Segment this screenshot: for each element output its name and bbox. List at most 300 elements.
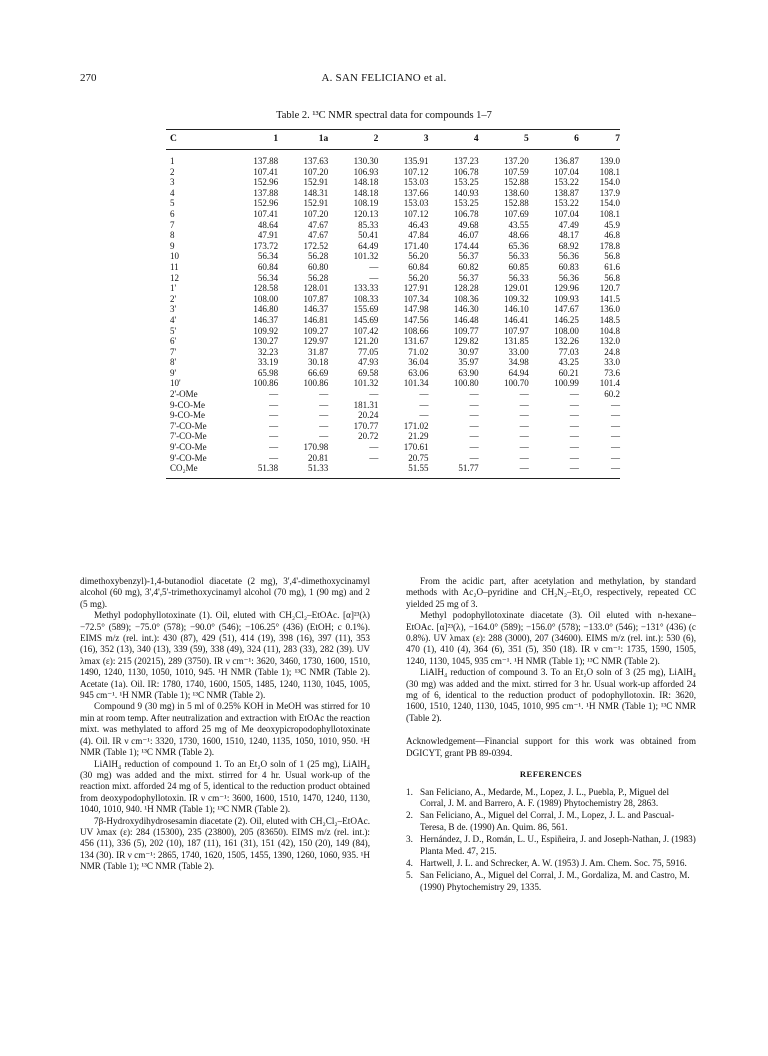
shift-cell: 172.52 (303, 240, 329, 251)
shift-cell: — (269, 399, 279, 410)
shift-cell: 108.19 (353, 198, 379, 209)
carbon-label-cell: 9'-CO-Me (170, 442, 207, 453)
shift-cell: — (611, 442, 620, 453)
table-row (166, 463, 620, 478)
shift-cell: 148.18 (353, 177, 379, 188)
table-row (166, 241, 620, 252)
shift-cell: 148.5 (599, 314, 620, 325)
shift-cell: 107.42 (353, 325, 379, 336)
shift-cell: 101.32 (353, 251, 379, 262)
shift-cell: 146.48 (453, 314, 479, 325)
column-header: 6 (529, 130, 579, 150)
shift-cell: 106.93 (353, 166, 379, 177)
table-row (166, 368, 620, 379)
shift-cell: — (611, 420, 620, 431)
reference-number: 4. (406, 857, 413, 868)
carbon-label-cell: 2'-OMe (170, 389, 198, 400)
shift-cell: — (469, 452, 479, 463)
shift-cell: 152.96 (253, 177, 279, 188)
shift-cell: 47.84 (408, 230, 429, 241)
shift-cell: 20.72 (358, 431, 379, 442)
shift-cell: 60.84 (257, 261, 279, 272)
shift-cell: 100.86 (303, 378, 329, 389)
table-row (166, 251, 620, 262)
shift-cell: 20.75 (408, 452, 429, 463)
shift-cell: 128.01 (303, 283, 329, 294)
shift-cell: 109.77 (453, 325, 479, 336)
shift-cell: 51.38 (228, 463, 278, 478)
shift-cell: 148.18 (353, 187, 379, 198)
reference-text: San Feliciano, A., Medarde, M., Lopez, J. L., Puebla, P., Miguel del Corral, J. M. and Barrero, A. F. (1989) Phytochemistry 28, 2863. (420, 786, 670, 808)
shift-cell: 108.00 (253, 293, 279, 304)
table-row (166, 378, 620, 389)
shift-cell: — (269, 420, 279, 431)
shift-cell: 36.04 (408, 357, 429, 368)
shift-cell: 66.69 (308, 367, 329, 378)
shift-cell: 101.32 (353, 378, 379, 389)
shift-cell: 61.6 (604, 261, 620, 272)
shift-cell: 153.22 (554, 177, 579, 188)
shift-cell: 170.61 (403, 442, 429, 453)
shift-cell: 107.12 (403, 166, 429, 177)
table-row (166, 431, 620, 442)
shift-cell: — (469, 431, 479, 442)
shift-cell: 51.55 (378, 463, 428, 478)
shift-cell: 137.20 (504, 156, 529, 166)
shift-cell: 146.37 (303, 304, 329, 315)
reference-item (406, 787, 696, 810)
shift-cell: 107.41 (253, 166, 279, 177)
shift-cell: — (569, 452, 579, 463)
shift-cell: 100.80 (453, 378, 479, 389)
shift-cell: 109.93 (554, 293, 579, 304)
table-row (166, 262, 620, 273)
shift-cell: 85.33 (358, 219, 379, 230)
carbon-label-cell: 3' (170, 304, 177, 315)
shift-cell: 56.28 (308, 251, 329, 262)
shift-cell: — (529, 463, 579, 478)
shift-cell: — (469, 389, 479, 400)
carbon-label-cell: 4 (170, 187, 175, 198)
shift-cell: 120.7 (599, 283, 620, 294)
shift-cell: 107.69 (504, 208, 529, 219)
shift-cell: 31.87 (308, 346, 329, 357)
shift-cell: 56.20 (408, 272, 429, 283)
column-header: 5 (479, 130, 529, 150)
shift-cell: 153.25 (453, 177, 479, 188)
shift-cell: 100.86 (253, 378, 279, 389)
shift-cell: — (611, 399, 620, 410)
shift-cell: — (519, 431, 529, 442)
carbon-label-cell: 12 (170, 272, 179, 283)
shift-cell: 153.03 (403, 198, 429, 209)
shift-cell: 146.30 (453, 304, 479, 315)
shift-cell: 60.84 (408, 261, 429, 272)
shift-cell: 137.66 (403, 187, 429, 198)
shift-cell: — (369, 272, 379, 283)
shift-cell: — (269, 410, 279, 421)
shift-cell: 154.0 (599, 177, 620, 188)
shift-cell: 107.12 (403, 208, 429, 219)
shift-cell: — (519, 389, 529, 400)
shift-cell: 63.06 (408, 367, 429, 378)
shift-cell: 107.04 (554, 208, 579, 219)
table-row (166, 389, 620, 400)
carbon-label-cell: 10 (170, 251, 179, 262)
table-row (166, 453, 620, 464)
running-head: A. SAN FELICIANO et al. (321, 72, 447, 84)
carbon-label-cell: 2' (170, 293, 177, 304)
shift-cell: 170.98 (303, 442, 329, 453)
shift-cell: 56.28 (308, 272, 329, 283)
acknowledgement: Acknowledgement—Financial support for this work was obtained from DGICYT, grant PB 89-0394. (406, 736, 696, 758)
shift-cell: 46.07 (458, 230, 479, 241)
shift-cell: — (569, 399, 579, 410)
shift-cell: — (519, 452, 529, 463)
shift-cell: 48.17 (558, 230, 579, 241)
shift-cell: — (569, 389, 579, 400)
shift-cell: 50.41 (358, 230, 379, 241)
carbon-label-cell: 3 (170, 177, 175, 188)
shift-cell: 138.60 (504, 187, 529, 198)
shift-cell: 107.04 (554, 166, 579, 177)
shift-cell: 146.41 (504, 314, 529, 325)
table-row (166, 347, 620, 358)
shift-cell: 47.49 (558, 219, 579, 230)
table-row (166, 421, 620, 432)
table-row (166, 283, 620, 294)
shift-cell: 60.85 (508, 261, 529, 272)
shift-cell: 137.9 (599, 187, 620, 198)
shift-cell: 128.28 (453, 283, 479, 294)
shift-cell: 171.02 (403, 420, 429, 431)
shift-cell: 155.69 (353, 304, 379, 315)
column-header: 2 (328, 130, 378, 150)
shift-cell: 107.20 (303, 208, 329, 219)
carbon-label-cell: 8' (170, 357, 177, 368)
shift-cell: 108.00 (554, 325, 579, 336)
carbon-label-cell: 6' (170, 336, 177, 347)
shift-cell: 129.97 (303, 336, 329, 347)
shift-cell: 33.19 (257, 357, 279, 368)
references-title: REFERENCES (519, 769, 583, 780)
shift-cell: 130.30 (353, 156, 379, 166)
carbon-label-cell: 9'-CO-Me (170, 452, 207, 463)
shift-cell: 108.36 (453, 293, 479, 304)
shift-cell: 146.81 (303, 314, 329, 325)
carbon-label-cell: 9 (170, 240, 175, 251)
shift-cell: 173.72 (253, 240, 279, 251)
shift-cell: — (319, 431, 329, 442)
paragraph: dimethoxybenzyl)-1,4-butanodiol diacetate (2 mg), 3',4'-dimethoxycinamyl alcohol (60 mg), 3',4',5'-trimethoxycinamyl alcohol (70 mg), 1 (90 mg) and 2 (5 mg). (80, 576, 370, 609)
shift-cell: — (269, 442, 279, 453)
shift-cell: 56.8 (604, 272, 620, 283)
table-row (166, 442, 620, 453)
reference-number: 2. (406, 810, 413, 821)
reference-text: San Feliciano, A., Miguel del Corral, J. M., Lopez, J. L. and Pascual-Teresa, B de. (1990) An. Quim. 86, 561. (420, 810, 675, 832)
shift-cell: — (479, 463, 529, 478)
shift-cell: 56.34 (257, 251, 279, 262)
shift-cell: 47.67 (308, 230, 329, 241)
shift-cell: 101.4 (599, 378, 620, 389)
shift-cell: — (569, 420, 579, 431)
shift-cell: — (569, 431, 579, 442)
shift-cell: 152.96 (253, 198, 279, 209)
shift-cell: — (269, 452, 279, 463)
shift-cell: — (469, 442, 479, 453)
shift-cell: 20.24 (358, 410, 379, 421)
shift-cell: 46.43 (408, 219, 429, 230)
shift-cell: 128.58 (253, 283, 279, 294)
shift-cell: 129.01 (504, 283, 529, 294)
column-header: 1 (228, 130, 278, 150)
shift-cell: — (519, 420, 529, 431)
reference-text: San Feliciano, A., Miguel del Corral, J. M., Gordaliza, M. and Castro, M. (1990) Phytochemistry 29, 1335. (420, 870, 690, 892)
shift-cell: 137.63 (303, 156, 329, 166)
shift-cell: 137.88 (253, 156, 279, 166)
shift-cell: 131.85 (504, 336, 529, 347)
right-column (406, 576, 696, 894)
shift-cell: — (611, 452, 620, 463)
shift-cell: 56.33 (508, 251, 529, 262)
shift-cell: — (269, 431, 279, 442)
shift-cell: 152.88 (504, 198, 529, 209)
table-row (166, 304, 620, 315)
table-row (166, 167, 620, 178)
shift-cell: 146.25 (554, 314, 579, 325)
shift-cell: 108.33 (353, 293, 379, 304)
shift-cell: 65.36 (508, 240, 529, 251)
paragraph: From the acidic part, after acetylation and methylation, by standard methods with Ac₂O–pyridine and CH₂N₂–Et₂O, respectively, repeated CC yielded 25 mg of 3. (406, 576, 696, 609)
shift-cell: — (519, 442, 529, 453)
shift-cell: 132.0 (599, 336, 620, 347)
shift-cell: 107.20 (303, 166, 329, 177)
carbon-label-cell: 4' (170, 314, 177, 325)
shift-cell: 178.8 (599, 240, 620, 251)
shift-cell: 146.37 (253, 314, 279, 325)
carbon-label-cell: 7 (170, 219, 175, 230)
shift-cell: 174.44 (453, 240, 479, 251)
table-caption: Table 2. ¹³C NMR spectral data for compounds 1–7 (276, 110, 492, 121)
shift-cell: — (419, 410, 429, 421)
shift-cell: 30.18 (308, 357, 329, 368)
shift-cell: 152.88 (504, 177, 529, 188)
shift-cell: — (611, 410, 620, 421)
shift-cell: 24.8 (604, 346, 620, 357)
shift-cell: — (579, 463, 620, 478)
shift-cell: 140.93 (453, 187, 479, 198)
shift-cell: 63.90 (458, 367, 479, 378)
shift-cell: 30.97 (458, 346, 479, 357)
shift-cell: 69.58 (358, 367, 379, 378)
carbon-label-cell: CO₂Me (166, 463, 228, 478)
paragraph: 7β-Hydroxydihydrosesamin diacetate (2). Oil, eluted with CH₂Cl₂–EtOAc. UV λmax (ε): 284 (15300), 235 (23800), 205 (83650). EIMS m/z (rel. int.): 456 (11), 336 (5), 202 (10), 187 (11), 161 (31), 151 (42), 150 (20), 149 (84), 134 (30). IR ν cm⁻¹: 2865, 1740, 1620, 1505, 1455, 1390, 1260, 1060, 935. ¹H NMR (Table 1); ¹³C NMR (Table 2). (80, 815, 370, 872)
table-row (166, 209, 620, 220)
shift-cell: 56.33 (508, 272, 529, 283)
shift-cell: 136.0 (599, 304, 620, 315)
shift-cell: 104.8 (599, 325, 620, 336)
page-number: 270 (80, 72, 97, 84)
table-row (166, 410, 620, 421)
shift-cell: 135.91 (403, 156, 429, 166)
shift-cell: 100.99 (554, 378, 579, 389)
shift-cell: 56.36 (558, 272, 579, 283)
shift-cell: 170.77 (353, 420, 379, 431)
shift-cell: 45.9 (604, 219, 620, 230)
shift-cell (328, 463, 378, 478)
table-row (166, 315, 620, 326)
carbon-label-cell: 5' (170, 325, 177, 336)
shift-cell: 47.67 (308, 219, 329, 230)
carbon-label-cell: 9-CO-Me (170, 410, 205, 421)
column-header: 7 (579, 130, 620, 150)
reference-number: 1. (406, 786, 413, 797)
shift-cell: 129.82 (453, 336, 479, 347)
table-row (166, 177, 620, 188)
shift-cell: 77.05 (358, 346, 379, 357)
shift-cell: — (469, 410, 479, 421)
shift-cell: 71.02 (408, 346, 429, 357)
shift-cell: 49.68 (458, 219, 479, 230)
paragraph: LiAlH₄ reduction of compound 1. To an Et₂O soln of 1 (25 mg), LiAlH₄ (30 mg) was added and the mixt. stirred for 4 hr. Usual work-up of the reaction mixt. afforded 24 mg of 5, identical to the reduction product obtained from deoxypodophyllotoxin. IR ν cm⁻¹: 3600, 1600, 1510, 1470, 1240, 1130, 1040, 1010, 940. ¹H NMR (Table 1); ¹³C NMR (Table 2). (80, 758, 370, 815)
table-header-row (166, 130, 620, 150)
table-row (166, 198, 620, 209)
shift-cell: 107.87 (303, 293, 329, 304)
shift-cell: 64.94 (508, 367, 529, 378)
shift-cell: — (469, 399, 479, 410)
shift-cell: 43.55 (508, 219, 529, 230)
shift-cell: 48.66 (508, 230, 529, 241)
shift-cell: — (611, 431, 620, 442)
shift-cell: 130.27 (253, 336, 279, 347)
reference-item (406, 834, 696, 857)
shift-cell: 108.1 (599, 208, 620, 219)
carbon-label-cell: 7'-CO-Me (170, 420, 207, 431)
paragraph: LiAlH₄ reduction of compound 3. To an Et₂O soln of 3 (25 mg), LiAlH₄ (30 mg) was added and the mixt. stirred for 3 hr. Usual work-up afforded 24 mg of 6, identical to the reduction product of podophyllotoxin. IR: 3620, 1600, 1510, 1240, 1130, 1045, 1010, 995 cm⁻¹. ¹H NMR (Table 1); ¹³C NMR (Table 2). (406, 667, 696, 723)
carbon-label-cell: 7'-CO-Me (170, 431, 207, 442)
shift-cell: 60.80 (308, 261, 329, 272)
reference-number: 5. (406, 870, 413, 881)
shift-cell: — (469, 420, 479, 431)
shift-cell: 109.27 (303, 325, 329, 336)
shift-cell: 106.78 (453, 166, 479, 177)
shift-cell: 56.36 (558, 251, 579, 262)
shift-cell: 60.83 (558, 261, 579, 272)
shift-cell: 51.77 (429, 463, 479, 478)
shift-cell: — (319, 420, 329, 431)
shift-cell: — (569, 442, 579, 453)
carbon-label-cell: 1 (170, 156, 175, 166)
shift-cell: 33.0 (604, 357, 620, 368)
shift-cell: — (369, 261, 379, 272)
shift-cell: 32.23 (257, 346, 279, 357)
shift-cell: 153.22 (554, 198, 579, 209)
shift-cell: — (319, 399, 329, 410)
shift-cell: — (419, 399, 429, 410)
reference-item (406, 858, 696, 869)
shift-cell: 132.26 (554, 336, 579, 347)
table-row (166, 273, 620, 284)
shift-cell: 51.33 (278, 463, 328, 478)
paragraph: Methyl podophyllotoxinate (1). Oil, eluted with CH₂Cl₂–EtOAc. [α]²³(λ) −72.5° (589); −75.0° (578); −90.0° (546); −106.25° (436) (EtOH; c 0.1%). EIMS m/z (rel. int.): 430 (87), 429 (51), 414 (19), 398 (16), 397 (11), 353 (16), 352 (13), 340 (13), 339 (59), 338 (49), 324 (11), 283 (33), 282 (39). UV λmax (ε): 215 (20215), 289 (3750). IR ν cm⁻¹: 3620, 3460, 1730, 1600, 1510, 1490, 1240, 1130, 1050, 1010, 945. ¹H NMR (Table 1); ¹³C NMR (Table 2). Acetate (1a). Oil. IR: 1780, 1740, 1600, 1505, 1485, 1240, 1130, 1045, 1005, 945 cm⁻¹. ¹H NMR (Table 1); ¹³C NMR (Table 2). (80, 610, 370, 701)
carbon-label-cell: 2 (170, 166, 175, 177)
shift-cell: 146.10 (504, 304, 529, 315)
column-header: C (166, 130, 228, 150)
reference-item (406, 810, 696, 833)
table-row (166, 336, 620, 347)
shift-cell: 48.64 (257, 219, 279, 230)
paragraph: Compound 9 (30 mg) in 5 ml of 0.25% KOH in MeOH was stirred for 10 min at room temp. After neutralization and extraction with EtOAc the reaction mixt. was methylated to afford 25 mg of Me deoxypicropodophyllotoxinate (4). Oil. IR ν cm⁻¹: 3320, 1730, 1600, 1510, 1240, 1135, 1050, 1010, 950. ¹H NMR (Table 1); ¹³C NMR (Table 2). (80, 701, 370, 758)
shift-cell: 147.67 (554, 304, 579, 315)
table-body (166, 150, 620, 479)
shift-cell: — (569, 410, 579, 421)
nmr-data-table (166, 129, 620, 479)
table-row (166, 188, 620, 199)
shift-cell: 64.49 (358, 240, 379, 251)
shift-cell: 139.0 (599, 156, 620, 166)
shift-cell: 108.1 (599, 166, 620, 177)
shift-cell: 65.98 (257, 367, 279, 378)
shift-cell: 60.21 (558, 367, 579, 378)
shift-cell: — (319, 410, 329, 421)
shift-cell: 47.91 (257, 230, 279, 241)
carbon-label-cell: 6 (170, 208, 175, 219)
shift-cell: 56.37 (458, 272, 479, 283)
reference-text: Hernández, J. D., Román, L. U., Espiñeira, J. and Joseph-Nathan, J. (1983) Planta Med. 47, 215. (420, 834, 696, 856)
shift-cell: 120.13 (353, 208, 379, 219)
shift-cell: 171.40 (403, 240, 429, 251)
table-row (166, 220, 620, 231)
shift-cell: — (519, 399, 529, 410)
column-header: 4 (429, 130, 479, 150)
shift-cell: 46.8 (604, 230, 620, 241)
shift-cell: 154.0 (599, 198, 620, 209)
shift-cell: 152.91 (303, 177, 329, 188)
shift-cell: — (419, 389, 429, 400)
shift-cell: 101.34 (403, 378, 429, 389)
shift-cell: 100.70 (504, 378, 529, 389)
shift-cell: 34.98 (508, 357, 529, 368)
shift-cell: 77.03 (558, 346, 579, 357)
reference-number: 3. (406, 834, 413, 845)
shift-cell: 43.25 (558, 357, 579, 368)
shift-cell: 56.34 (257, 272, 279, 283)
shift-cell: 137.23 (453, 156, 479, 166)
shift-cell: 109.92 (253, 325, 279, 336)
carbon-label-cell: 1' (170, 283, 177, 294)
table-row (166, 230, 620, 241)
shift-cell: 152.91 (303, 198, 329, 209)
shift-cell: 146.80 (253, 304, 279, 315)
shift-cell: — (519, 410, 529, 421)
shift-cell: — (319, 389, 329, 400)
shift-cell: 108.66 (403, 325, 429, 336)
shift-cell: 47.93 (358, 357, 379, 368)
shift-cell: 107.97 (504, 325, 529, 336)
shift-cell: — (369, 442, 379, 453)
shift-cell: 21.29 (408, 431, 429, 442)
shift-cell: 153.03 (403, 177, 429, 188)
carbon-label-cell: 9-CO-Me (170, 399, 205, 410)
shift-cell: 107.34 (403, 293, 429, 304)
shift-cell: 145.69 (353, 314, 379, 325)
column-header: 1a (278, 130, 328, 150)
shift-cell: 181.31 (353, 399, 379, 410)
carbon-label-cell: 5 (170, 198, 175, 209)
shift-cell: 138.87 (554, 187, 579, 198)
carbon-label-cell: 11 (170, 261, 179, 272)
table-row (166, 357, 620, 368)
